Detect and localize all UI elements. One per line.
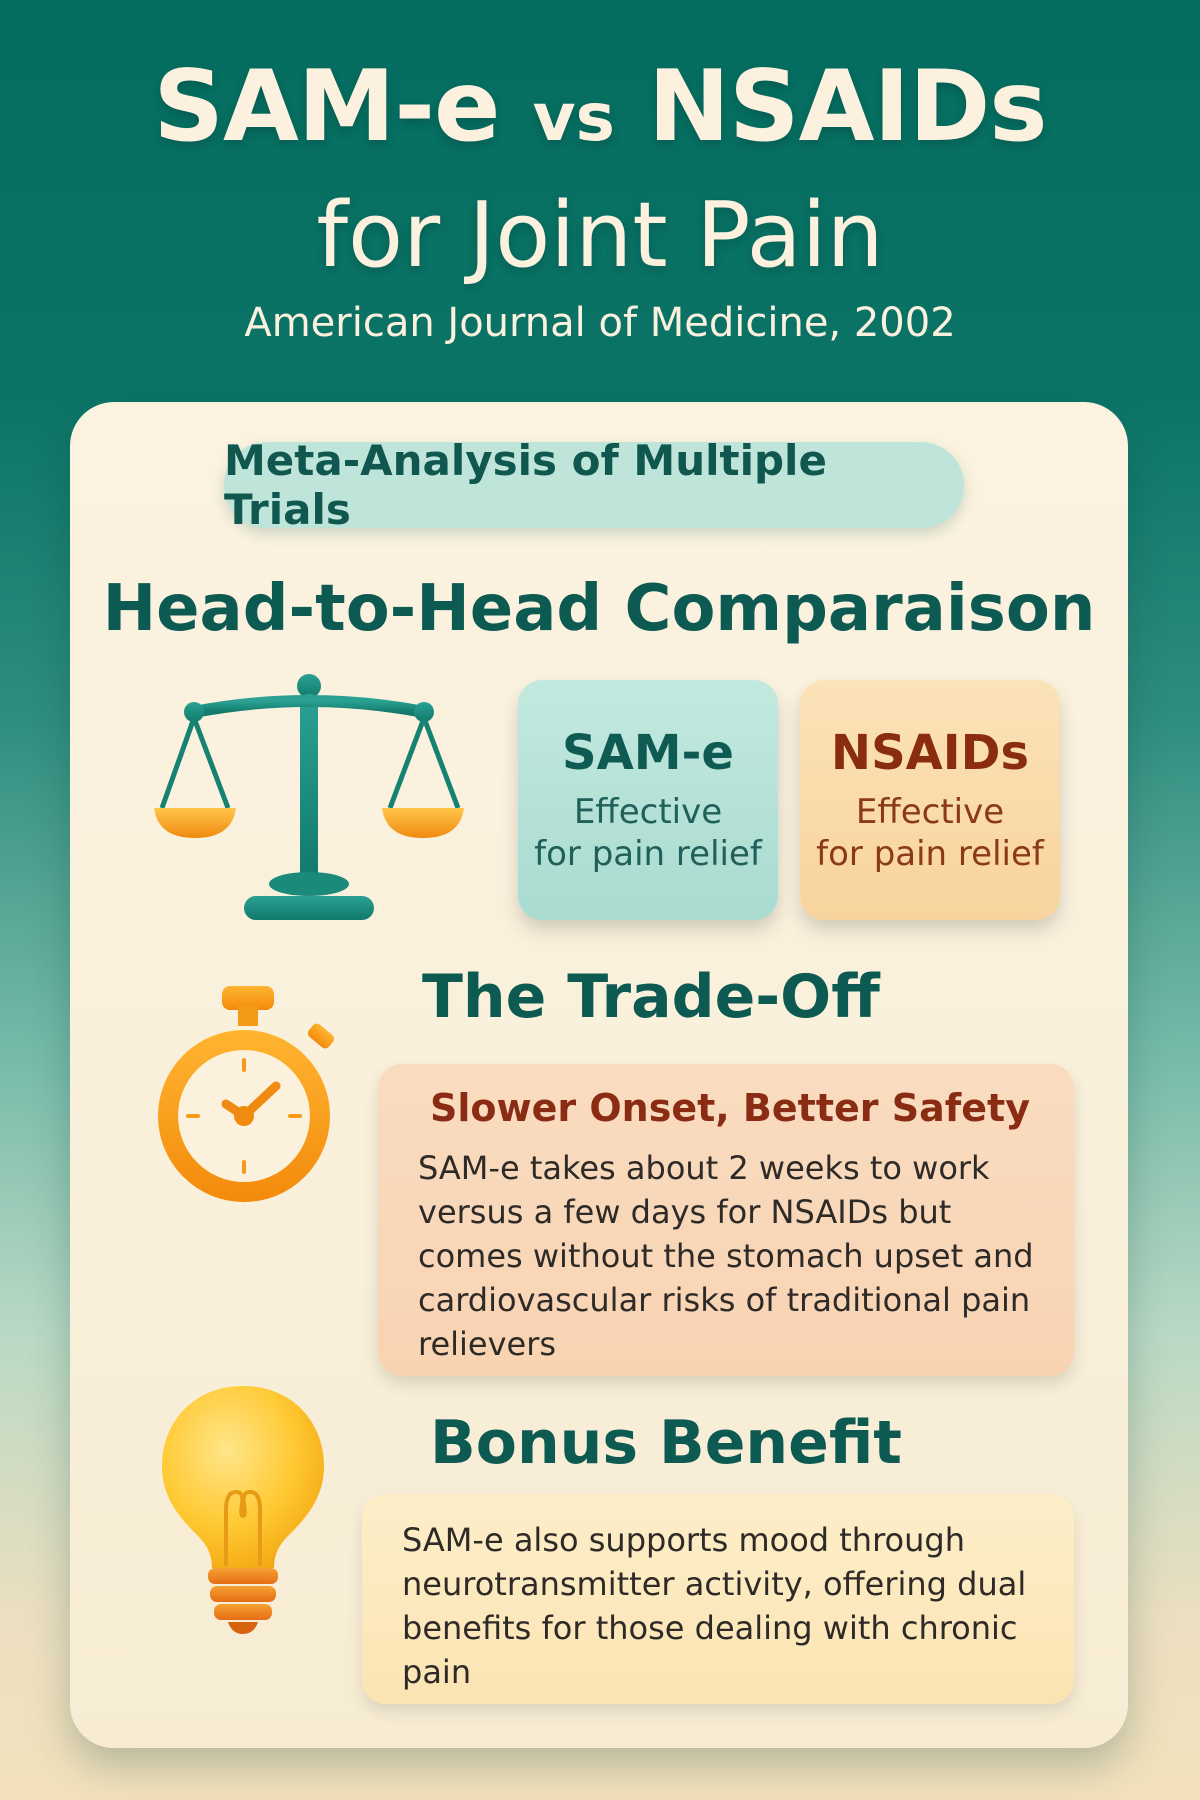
nsaids-card (800, 680, 1060, 920)
tradeoff-box (378, 1064, 1074, 1376)
page-title (0, 48, 1200, 295)
nsaids-card-desc-1: Effective (855, 792, 1005, 832)
sam-e-card-desc-2: for pain relief (534, 834, 762, 874)
scales-icon (154, 670, 464, 930)
sam-e-card-desc-1: Effective (573, 792, 723, 832)
study-type-pill: Meta-Analysis of Multiple Trials (224, 442, 964, 528)
page-subtitle: American Journal of Medicine, 2002 (244, 300, 956, 346)
title-line-2: for Joint Pain (316, 183, 884, 288)
title-vs: vs (532, 79, 615, 156)
bonus-body: SAM-e also supports mood through neurotransmitter activity, offering dual benefits for those dealing with chronic pain (402, 1521, 1027, 1691)
sam-e-card (518, 680, 778, 920)
tradeoff-title: The Trade-Off (422, 962, 880, 1032)
title-nsaids: NSAIDs (648, 50, 1047, 164)
tradeoff-headline: Slower Onset, Better Safety (430, 1086, 1030, 1130)
info-card (70, 402, 1128, 1748)
bonus-box (362, 1494, 1074, 1704)
title-sam-e: SAM-e (153, 50, 500, 164)
title-line-1 (0, 48, 1200, 177)
nsaids-card-desc-2: for pain relief (816, 834, 1044, 874)
stopwatch-icon (148, 976, 348, 1216)
nsaids-card-name: NSAIDs (830, 725, 1030, 781)
sam-e-card-name: SAM-e (562, 725, 734, 781)
tradeoff-body: SAM-e takes about 2 weeks to work versus a few days for NSAIDs but comes without the stomach upset and cardiovascular risks of traditional pain relievers (418, 1149, 1034, 1363)
bonus-title: Bonus Benefit (430, 1408, 902, 1478)
comparison-title: Head-to-Head Comparaison (102, 572, 1096, 646)
lightbulb-icon (156, 1380, 330, 1640)
